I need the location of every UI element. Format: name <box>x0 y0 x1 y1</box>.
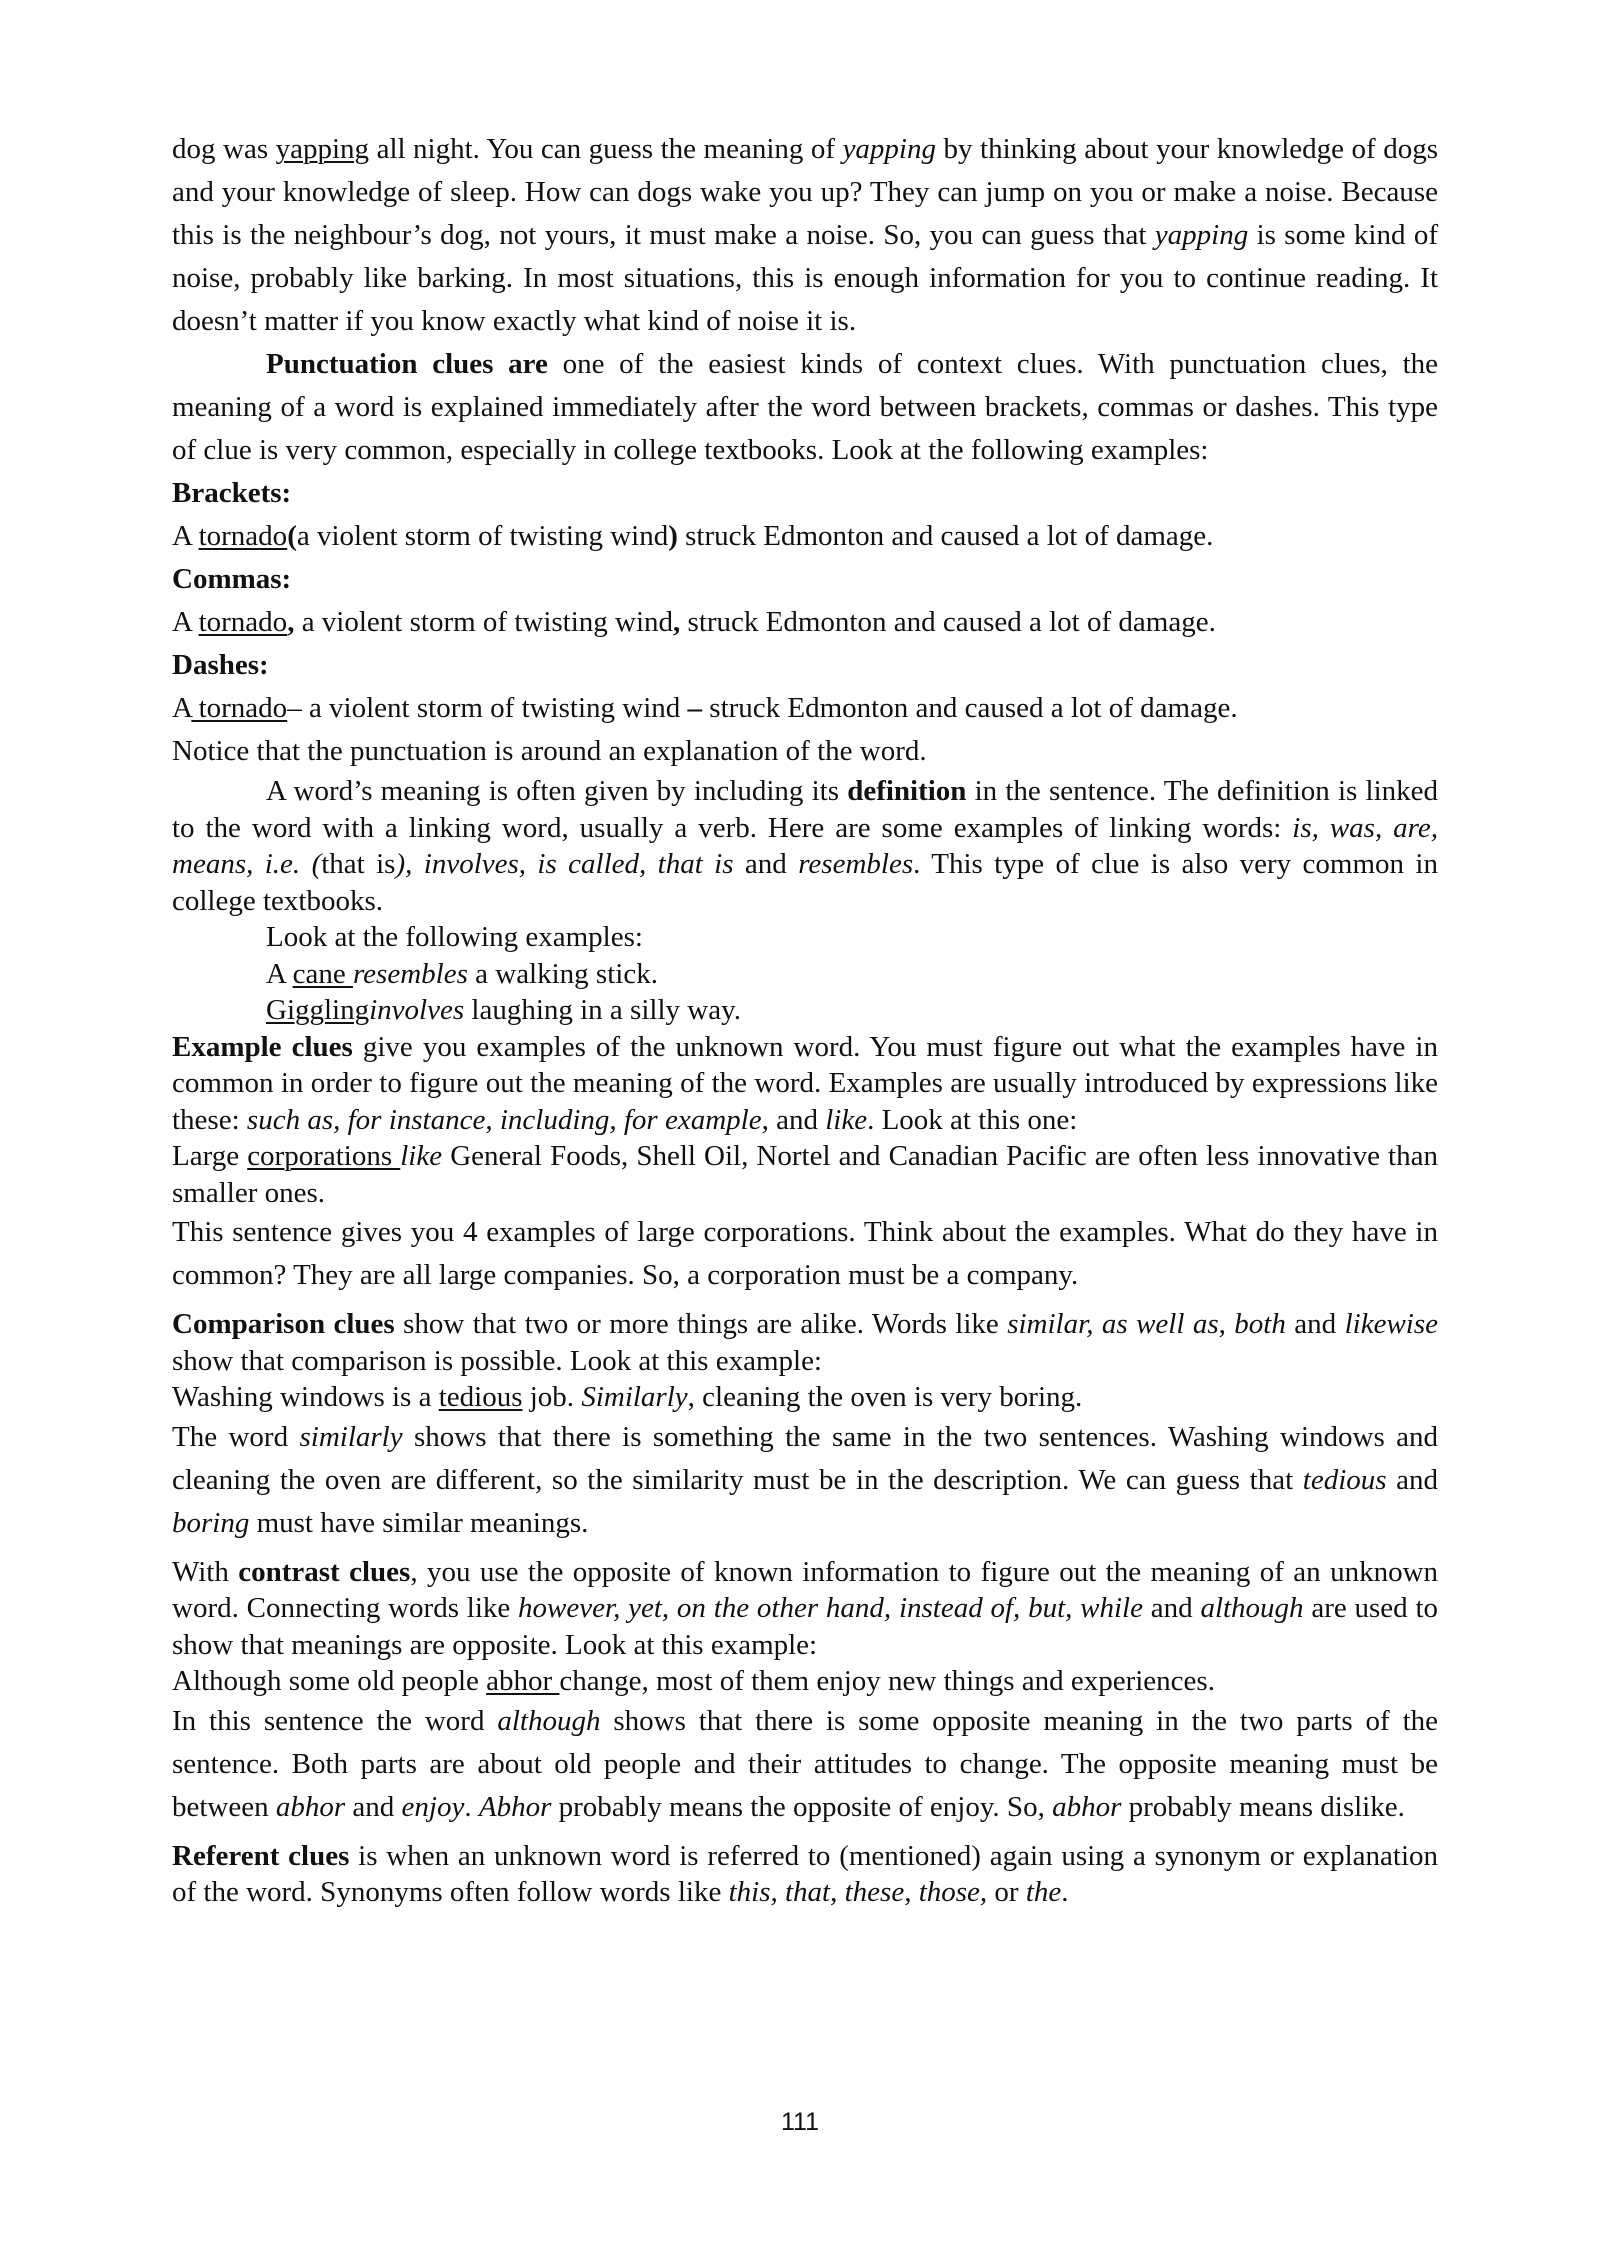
text: is some kind of noise, probably like barking. In most situations, this is enough information for you to continue reading. It doesn’t matter if you know exactly what kind of noise it is. <box>172 219 1438 337</box>
italic-word: resembles <box>352 957 468 990</box>
text: job. <box>522 1381 582 1413</box>
paragraph-definition-clues <box>172 773 1438 919</box>
underlined-word: corporations <box>247 1140 401 1172</box>
comma: , <box>673 606 681 638</box>
bold-term: Punctuation clues are <box>266 348 548 380</box>
heading-commas: Commas: <box>172 563 292 595</box>
example-corporations <box>172 1138 1438 1211</box>
underlined-word: cane <box>292 957 353 990</box>
text: all night. You can guess the meaning of <box>369 133 843 165</box>
text: Although some old people <box>172 1665 487 1697</box>
italic-word: yapping <box>1154 219 1249 251</box>
italic-word: involves <box>369 994 465 1026</box>
bracket-open: ( <box>287 520 297 552</box>
example-cane <box>172 956 1438 993</box>
text: and <box>1143 1592 1201 1624</box>
text: by thinking about your knowledge of dogs and your knowledge of sleep. How can dogs wake you up? They can jump on you or make a noise. Because this is the neighbour’s dog, not yours, it must make a noise. So, you can guess that <box>172 133 1438 251</box>
italic-word: the <box>1025 1876 1062 1908</box>
text: are used to show that meanings are opposite. Look at this example: <box>172 1592 1439 1661</box>
italic-text: is, was, are, means, i.e. ( <box>172 811 1438 880</box>
text: A <box>172 606 199 638</box>
text: , and <box>761 1103 826 1136</box>
text: give you examples of the unknown word. You must figure out what the examples have in common in order to figure out the meaning of the word. Examples are usually introduced by expressions like these: <box>172 1030 1438 1136</box>
text: struck Edmonton and caused a lot of damage. <box>677 520 1214 552</box>
text: or <box>987 1876 1026 1908</box>
paragraph-referent-clues <box>172 1838 1438 1911</box>
paragraph-yapping <box>172 128 1438 343</box>
text: Large <box>172 1140 248 1172</box>
italic-text: ), involves, is called, that is <box>395 848 734 880</box>
text: one of the easiest kinds of context clues. With punctuation clues, the meaning of a word is explained immediately after the word between brackets, commas or dashes. This type of clue is very common, especially in college textbooks. Look at the following examples: <box>172 348 1438 466</box>
italic-text: resembles <box>798 848 914 880</box>
text: . <box>464 1790 479 1823</box>
paragraph-contrast-clues <box>172 1554 1438 1664</box>
underlined-word: yapping <box>275 133 370 165</box>
italic-word: like <box>400 1140 443 1172</box>
paragraph-corporations-explained: This sentence gives you 4 examples of large corporations. Think about the examples. What do they have in common? They are all large companies. So, a corporation must be a company. <box>172 1216 1438 1291</box>
text: that is <box>321 848 396 880</box>
text: and <box>733 848 799 880</box>
italic-text: this, that, these, those, <box>728 1876 988 1908</box>
italic-comma: , <box>641 1665 649 1697</box>
bold-term: contrast clues <box>238 1555 411 1588</box>
look-at-examples: Look at the following examples: <box>266 921 643 953</box>
example-giggling <box>172 992 1438 1029</box>
heading-dashes: Dashes: <box>172 649 269 681</box>
text: A <box>266 957 293 990</box>
page-number: 111 <box>780 2108 819 2136</box>
example-abhor <box>172 1663 1438 1700</box>
underlined-word: abhor <box>486 1665 560 1697</box>
text: probably means dislike. <box>1121 1790 1405 1823</box>
text: The word <box>172 1420 300 1453</box>
underlined-word: tornado <box>191 692 288 724</box>
example-commas <box>172 601 1438 644</box>
text: A <box>172 692 192 724</box>
text: a violent storm of twisting wind <box>294 606 674 638</box>
italic-word: yapping <box>842 133 936 165</box>
text: , you use the opposite of known information to figure out the meaning of an unknown word. Connecting words like <box>172 1555 1439 1624</box>
paragraph-similarly-explained <box>172 1416 1438 1545</box>
italic-text: although <box>1200 1592 1304 1624</box>
dash: – <box>287 692 302 724</box>
example-tedious <box>172 1379 1438 1416</box>
text: A <box>172 520 199 552</box>
text: , cleaning the oven is very boring. <box>687 1381 1083 1413</box>
text: A word’s meaning is often given by including its <box>266 775 848 807</box>
italic-text: likewise <box>1344 1308 1439 1340</box>
underlined-word: tedious <box>438 1381 523 1413</box>
paragraph-comparison-clues <box>172 1306 1438 1379</box>
text: dog was <box>172 133 276 165</box>
paragraph-although-explained <box>172 1700 1438 1829</box>
paragraph-example-clues <box>172 1029 1438 1139</box>
text: show that two or more things are alike. Words like <box>394 1308 1008 1340</box>
dash: – <box>687 692 703 724</box>
italic-word: tedious <box>1302 1463 1387 1496</box>
bold-term: Example clues <box>172 1030 353 1063</box>
text: . This type of clue is also very common in college textbooks. <box>172 848 1438 917</box>
italic-text: such as, for instance, including, for example <box>246 1103 762 1136</box>
text: and <box>1285 1308 1345 1340</box>
comma: , <box>287 606 295 638</box>
example-brackets <box>172 515 1438 558</box>
example-dashes <box>172 687 1438 730</box>
text: laughing in a silly way. <box>464 994 741 1026</box>
italic-text: like <box>825 1103 868 1136</box>
bold-term: definition <box>847 775 967 807</box>
text: shows that there is some opposite meaning in the two parts of the sentence. Both parts are about old people and their attitudes to change. The opposite meaning must be between <box>172 1704 1438 1823</box>
underlined-word: Giggling <box>266 994 370 1026</box>
text: must have similar meanings. <box>249 1506 589 1539</box>
text: is when an unknown word is referred to (mentioned) again using a synonym or explanation of the word. Synonyms often follow words like <box>172 1839 1438 1908</box>
italic-word: enjoy <box>401 1790 465 1823</box>
text: . Look at this one: <box>867 1103 1078 1136</box>
bracket-close: ) <box>668 520 678 552</box>
text: probably means the opposite of enjoy. So, <box>551 1790 1053 1823</box>
text: a violent storm of twisting wind <box>301 692 688 724</box>
italic-word: similarly <box>299 1420 403 1453</box>
italic-word: although <box>497 1704 601 1737</box>
text: change <box>559 1665 642 1697</box>
bold-term: Comparison clues <box>172 1308 395 1340</box>
bold-term: Referent clues <box>172 1839 350 1872</box>
italic-word: abhor <box>1052 1790 1122 1823</box>
italic-text: however, yet, on the other hand, instead of, but, while <box>518 1592 1143 1624</box>
italic-word: abhor <box>275 1790 346 1823</box>
text: a walking stick. <box>467 957 658 990</box>
text: In this sentence the word <box>172 1704 498 1737</box>
text: struck Edmonton and caused a lot of damage. <box>680 606 1216 638</box>
paragraph-punctuation-clues <box>172 343 1438 472</box>
text: a violent storm of twisting wind <box>296 520 669 552</box>
italic-word: Abhor <box>478 1790 552 1823</box>
text: and <box>345 1790 402 1823</box>
italic-word: Similarly <box>581 1381 688 1413</box>
underlined-word: tornado <box>198 606 288 638</box>
page-body <box>172 128 1438 1911</box>
underlined-word: tornado <box>198 520 288 552</box>
paragraph-notice: Notice that the punctuation is around an explanation of the word. <box>172 735 927 767</box>
italic-word: boring <box>172 1506 250 1539</box>
text: . <box>1061 1876 1069 1908</box>
heading-brackets: Brackets: <box>172 477 292 509</box>
text: shows that there is something the same in the two sentences. Washing windows and cleaning the oven are different, so the similarity must be in the description. We can guess that <box>172 1420 1438 1496</box>
text: show that comparison is possible. Look at this example: <box>172 1344 822 1377</box>
text: most of them enjoy new things and experiences. <box>648 1665 1215 1697</box>
text: and <box>1386 1463 1439 1496</box>
text: struck Edmonton and caused a lot of damage. <box>702 692 1238 724</box>
italic-text: similar, as well as, both <box>1007 1308 1286 1340</box>
text: in the sentence. The definition is linked to the word with a linking word, usually a verb. Here are some examples of linking words: <box>172 775 1438 844</box>
text: Washing windows is a <box>172 1381 439 1413</box>
text: General Foods, Shell Oil, Nortel and Canadian Pacific are often less innovative than smaller ones. <box>172 1140 1438 1209</box>
text: With <box>172 1555 239 1588</box>
